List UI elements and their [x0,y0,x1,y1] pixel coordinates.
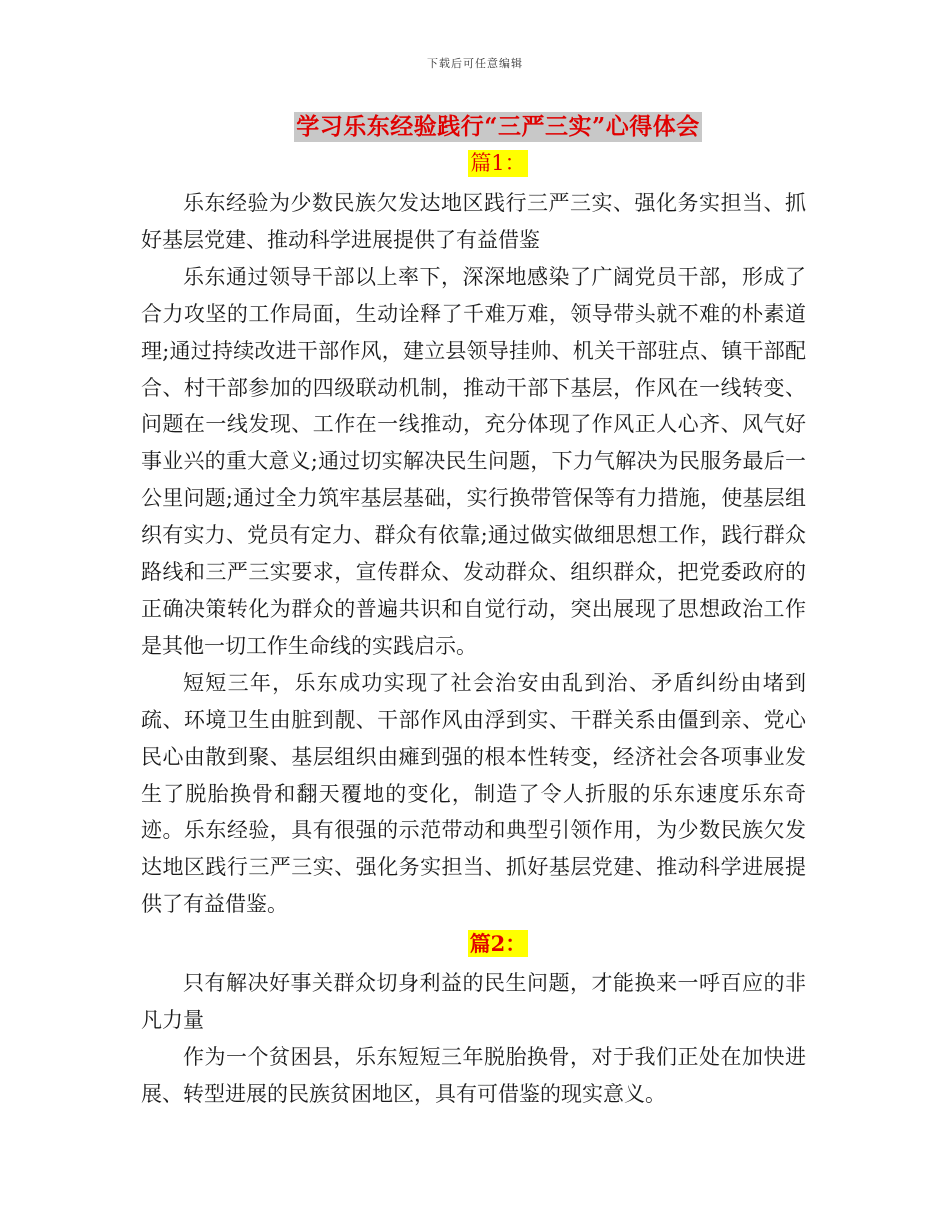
paragraph: 乐东通过领导干部以上率下，深深地感染了广阔党员干部，形成了合力攻坚的工作局面，生动诠释了千难万难，领导带头就不难的朴素道理;通过持续改进干部作风，建立县领导挂帅、机关干部驻点、镇干部配合、村干部参加的四级联动机制，推动干部下基层，作风在一线转变、问题在一线发现、工作在一线推动，充分体现了作风正人心齐、风气好事业兴的重大意义;通过切实解决民生问题，下力气解决为民服务最后一公里问题;通过全力筑牢基层基础，实行换带管保等有力措施，使基层组织有实力、党员有定力、群众有依靠;通过做实做细思想工作，践行群众路线和三严三实要求，宣传群众、发动群众、组织群众，把党委政府的正确决策转化为群众的普遍共识和自觉行动，突出展现了思想政治工作是其他一切工作生命线的实践启示。 [141,264,806,658]
title-container [0,112,950,142]
paragraph: 作为一个贫困县，乐东短短三年脱胎换骨，对于我们正处在加快进展、转型进展的民族贫困地区，具有可借鉴的现实意义。 [141,1044,806,1106]
paragraph: 短短三年，乐东成功实现了社会治安由乱到治、矛盾纠纷由堵到疏、环境卫生由脏到靓、干部作风由浮到实、干群关系由僵到亲、党心民心由散到聚、基层组织由瘫到强的根本性转变，经济社会各项事业发生了脱胎换骨和翻天覆地的变化，制造了令人折服的乐东速度乐东奇迹。乐东经验，具有很强的示范带动和典型引领作用，为少数民族欠发达地区践行三严三实、强化务实担当、抓好基层党建、推动科学进展提供了有益借鉴。 [141,670,806,917]
paragraph: 只有解决好事关群众切身利益的民生问题，才能换来一呼百应的非凡力量 [141,971,806,1032]
section-2-body [141,965,806,1113]
header-note: 下载后可任意编辑 [427,57,523,70]
section-2-heading-container [0,930,950,957]
section-2-heading: 篇2： [469,931,527,956]
section-1-body [141,185,806,923]
section-1-heading-container [0,150,950,177]
document-title: 学习乐东经验践行“三严三实”心得体会 [296,113,700,140]
section-1-heading: 篇1： [470,151,526,175]
paragraph: 乐东经验为少数民族欠发达地区践行三严三实、强化务实担当、抓好基层党建、推动科学进展提供了有益借鉴 [141,191,806,252]
